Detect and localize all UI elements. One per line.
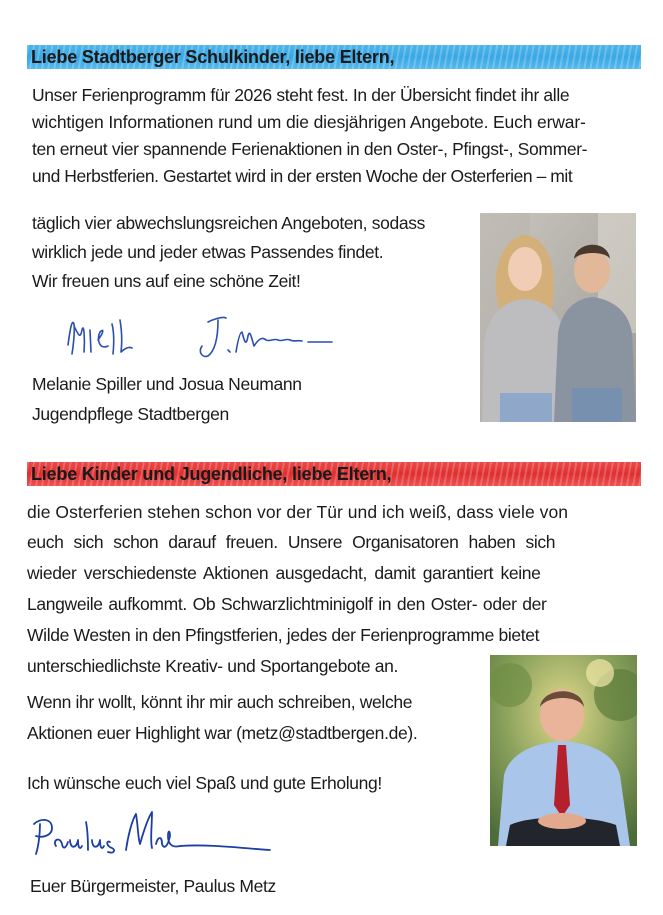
section2-signature-line: Euer Bürgermeister, Paulus Metz bbox=[30, 876, 276, 896]
section2-line-8: Aktionen euer Highlight war (metz@stadtbergen.de). bbox=[27, 723, 418, 743]
signature-metz bbox=[30, 806, 280, 866]
section2-heading-banner bbox=[27, 462, 641, 486]
section1-heading-banner bbox=[27, 45, 641, 69]
section2-line-7: Wenn ihr wollt, könnt ihr mir auch schreiben, welche bbox=[27, 692, 413, 712]
section2-line-1: die Osterferien stehen schon vor der Tür und ich weiß, dass viele von bbox=[27, 502, 569, 522]
section1-signatories: Melanie Spiller und Josua Neumann bbox=[32, 374, 302, 394]
section2-line-5: Wilde Westen in den Pfingstferien, jedes der Ferienprogramme bietet bbox=[27, 625, 540, 645]
section1-line-2: wichtigen Informationen rund um die diesjährigen Angebote. Euch erwar- bbox=[32, 112, 586, 132]
section1-line-5: täglich vier abwechslungsreichen Angeboten, sodass bbox=[32, 213, 426, 233]
section1-line-1: Unser Ferienprogramm für 2026 steht fest. In der Übersicht findet ihr alle bbox=[32, 85, 570, 105]
section1-line-6: wirklich jede und jeder etwas Passendes findet. bbox=[32, 242, 384, 262]
section1-line-4: und Herbstferien. Gestartet wird in der ersten Woche der Osterferien – mit bbox=[32, 166, 573, 186]
signatures-spiller-neumann bbox=[60, 310, 340, 370]
section1-line-3: ten erneut vier spannende Ferienaktionen in den Oster-, Pfingst-, Sommer- bbox=[32, 139, 588, 159]
photo-jugendpflege-team bbox=[480, 213, 636, 422]
section1-heading: Liebe Stadtberger Schulkinder, liebe Eltern, bbox=[31, 47, 395, 67]
photo-buergermeister bbox=[490, 655, 637, 846]
section2-line-2: euch sich schon darauf freuen. Unsere Organisatoren haben sich bbox=[27, 532, 556, 552]
section1-line-7: Wir freuen uns auf eine schöne Zeit! bbox=[32, 271, 301, 291]
section2-heading: Liebe Kinder und Jugendliche, liebe Eltern, bbox=[31, 464, 392, 484]
section2-line-9: Ich wünsche euch viel Spaß und gute Erholung! bbox=[27, 773, 382, 793]
section1-organization: Jugendpflege Stadtbergen bbox=[32, 404, 229, 424]
section2-line-3: wieder verschiedenste Aktionen ausgedacht, damit garantiert keine bbox=[27, 563, 541, 583]
section2-line-6: unterschiedlichste Kreativ- und Sportangebote an. bbox=[27, 656, 399, 676]
section2-line-4: Langweile aufkommt. Ob Schwarzlichtminigolf in den Oster- oder der bbox=[27, 594, 547, 614]
